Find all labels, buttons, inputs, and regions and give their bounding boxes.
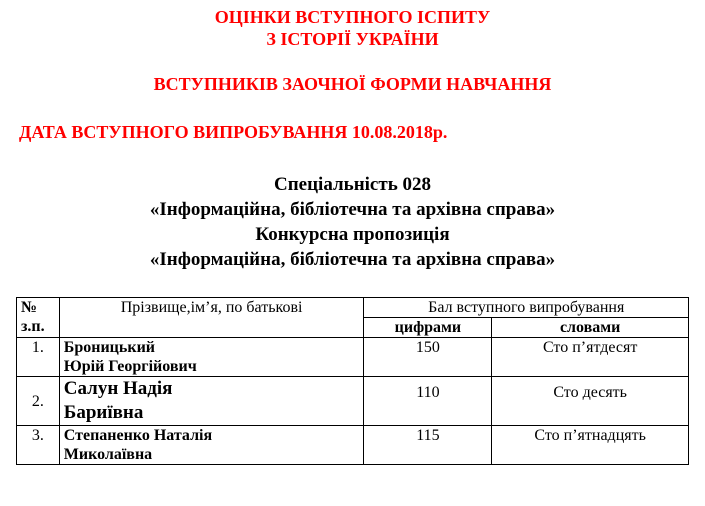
column-digits-header: цифрами (364, 318, 492, 338)
row-number: 1. (17, 338, 60, 377)
applicant-given-names: Миколаївна (63, 446, 153, 463)
title-line-1: ОЦІНКИ ВСТУПНОГО ІСПИТУ (214, 7, 491, 27)
column-number-label: № (21, 299, 38, 316)
score-digits: 110 (364, 377, 492, 426)
column-name-header: Прізвище,ім’я, по батькові (59, 298, 364, 338)
row-number: 3. (17, 426, 60, 465)
applicant-name (59, 338, 364, 377)
specialty-code: Спеціальність 028 (274, 174, 431, 195)
score-digits: 150 (364, 338, 492, 377)
table-row (17, 377, 689, 426)
score-digits: 115 (364, 426, 492, 465)
score-words: Сто десять (492, 377, 689, 426)
column-number-header (17, 298, 60, 338)
competitive-offer-label: Конкурсна пропозиція (255, 224, 450, 245)
table-row (17, 338, 689, 377)
applicant-surname: Броницький (63, 339, 156, 356)
score-words: Сто п’ятдесят (492, 338, 689, 377)
table-header-row (17, 298, 689, 318)
column-words-header: словами (492, 318, 689, 338)
row-number: 2. (17, 377, 60, 426)
results-table (16, 297, 689, 465)
applicant-given-names: Бариївна (63, 402, 144, 423)
applicant-name (59, 377, 364, 426)
applicant-name (59, 426, 364, 465)
applicant-surname: Степаненко Наталія (63, 427, 213, 444)
specialty-name: «Інформаційна, бібліотечна та архівна справа» (149, 199, 556, 220)
applicant-given-names: Юрій Георгійович (63, 358, 197, 375)
applicant-surname: Салун Надія (63, 378, 173, 399)
competitive-offer-name: «Інформаційна, бібліотечна та архівна справа» (149, 249, 556, 270)
title-line-3: ВСТУПНИКІВ ЗАОЧНОЇ ФОРМИ НАВЧАННЯ (153, 74, 552, 94)
score-words: Сто п’ятнадцять (492, 426, 689, 465)
column-score-header: Бал вступного випробування (364, 298, 689, 318)
title-line-2: З ІСТОРІЇ УКРАЇНИ (266, 29, 439, 49)
table-row (17, 426, 689, 465)
exam-date: ДАТА ВСТУПНОГО ВИПРОБУВАННЯ 10.08.2018р. (19, 122, 448, 142)
column-number-label-2: з.п. (21, 318, 45, 335)
